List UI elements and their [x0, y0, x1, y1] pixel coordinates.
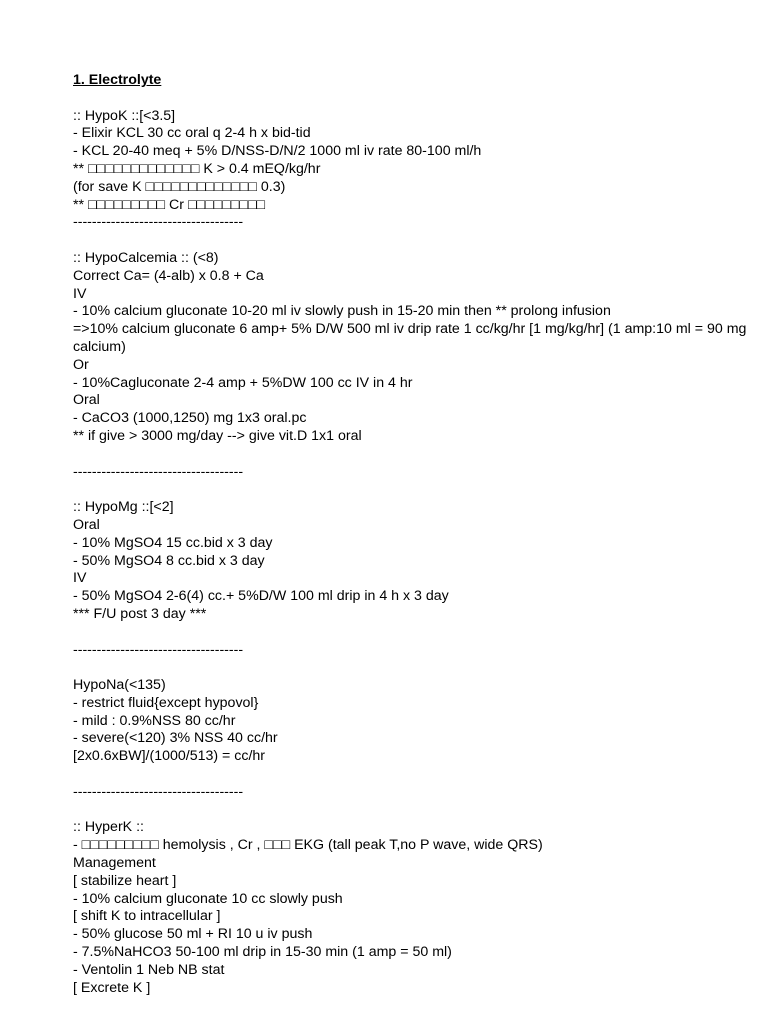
text-line: *** F/U post 3 day *** [73, 605, 207, 622]
text-line: - 7.5%NaHCO3 50-100 ml drip in 15-30 min (1 amp = 50 ml) [73, 944, 452, 961]
text-line: ** □□□□□□□□□□□□□ K > 0.4 mEQ/kg/hr [73, 160, 321, 177]
text-line: - 10%Cagluconate 2-4 amp + 5%DW 100 cc IV in 4 hr [73, 374, 413, 391]
text-line: [ shift K to intracellular ] [73, 908, 221, 925]
section-title: :: HypoCalcemia :: (<8) [73, 249, 219, 266]
text-line: [ Excrete K ] [73, 979, 151, 996]
text-line: Oral [73, 392, 100, 409]
text-line: - restrict fluid{except hypovol} [73, 694, 259, 711]
section-separator: ------------------------------------ [73, 641, 244, 658]
text-line: IV [73, 570, 87, 587]
section-separator: ------------------------------------ [73, 214, 244, 231]
text-line: Or [73, 356, 89, 373]
text-line: Oral [73, 516, 100, 533]
text-line: (for save K □□□□□□□□□□□□□ 0.3) [73, 178, 286, 195]
text-line: [ stabilize heart ] [73, 872, 177, 889]
blank-line [73, 659, 763, 677]
text-line: ** if give > 3000 mg/day --> give vit.D 1x1 oral [73, 427, 362, 444]
document-heading: 1. Electrolyte [73, 72, 162, 88]
text-line: IV [73, 285, 87, 302]
text-line: - mild : 0.9%NSS 80 cc/hr [73, 712, 236, 729]
section-title: :: HypoMg ::[<2] [73, 499, 174, 516]
text-line: [2x0.6xBW]/(1000/513) = cc/hr [73, 748, 266, 765]
text-line: - 50% glucose 50 ml + RI 10 u iv push [73, 926, 313, 943]
document-lines [73, 90, 763, 998]
text-line: - Elixir KCL 30 cc oral q 2-4 h x bid-tid [73, 125, 311, 142]
blank-line [73, 446, 763, 464]
section-title: :: HypoK ::[<3.5] [73, 107, 176, 124]
blank-line [73, 90, 763, 108]
blank-line [73, 232, 763, 250]
blank-line [73, 802, 763, 820]
text-line: - KCL 20-40 meq + 5% D/NSS-D/N/2 1000 ml iv rate 80-100 ml/h [73, 143, 482, 160]
text-line: ** □□□□□□□□□ Cr □□□□□□□□□ [73, 196, 266, 213]
text-line: - severe(<120) 3% NSS 40 cc/hr [73, 730, 278, 747]
section-separator: ------------------------------------ [73, 783, 244, 800]
text-line: - 50% MgSO4 2-6(4) cc.+ 5%D/W 100 ml drip in 4 h x 3 day [73, 588, 449, 605]
section-title: HypoNa(<135) [73, 677, 166, 694]
text-line: Correct Ca= (4-alb) x 0.8 + Ca [73, 267, 264, 284]
document-body [73, 72, 763, 997]
text-line: - 10% MgSO4 15 cc.bid x 3 day [73, 534, 273, 551]
blank-line [73, 624, 763, 642]
section-separator: ------------------------------------ [73, 463, 244, 480]
text-line: - 50% MgSO4 8 cc.bid x 3 day [73, 552, 265, 569]
text-line: - Ventolin 1 Neb NB stat [73, 961, 225, 978]
text-line: =>10% calcium gluconate 6 amp+ 5% D/W 500 ml iv drip rate 1 cc/kg/hr [1 mg/kg/hr] (1 amp:10 ml = 90 mg calcium) [73, 321, 747, 355]
blank-line [73, 481, 763, 499]
text-line: - CaCO3 (1000,1250) mg 1x3 oral.pc [73, 410, 307, 427]
text-line: - 10% calcium gluconate 10 cc slowly push [73, 890, 343, 907]
section-title: :: HyperK :: [73, 819, 144, 836]
text-line: - □□□□□□□□□ hemolysis , Cr , □□□ EKG (tall peak T,no P wave, wide QRS) [73, 837, 543, 854]
blank-line [73, 766, 763, 784]
text-line: Management [73, 855, 156, 872]
text-line: - 10% calcium gluconate 10-20 ml iv slowly push in 15-20 min then ** prolong infusion [73, 303, 611, 320]
